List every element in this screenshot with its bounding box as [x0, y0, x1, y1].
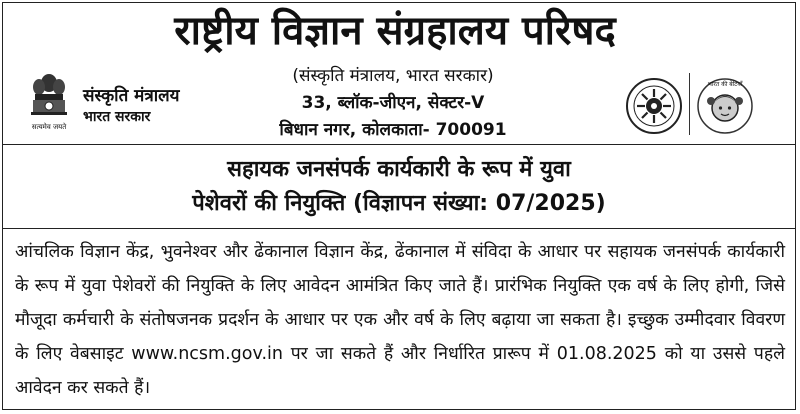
notice-heading-line-1: सहायक जनसंपर्क कार्यकारी के रूप में युवा [227, 157, 571, 182]
address-line-1: 33, ब्लॉक-जीएन, सेक्टर-V [301, 93, 485, 113]
national-emblem-icon [27, 69, 71, 133]
right-logo-text: भारत की बेटियाँ [707, 81, 743, 88]
ministry-block [83, 85, 180, 127]
org-title: राष्ट्रीय विज्ञान संग्रहालय परिषद [174, 8, 616, 54]
address-line-2: बिधान नगर, कोलकाता- 700091 [279, 120, 507, 140]
girl-child-logo-icon [696, 77, 754, 135]
notice-body: आंचलिक विज्ञान केंद्र, भुवनेश्वर और ढेंकानाल विज्ञान केंद्र, ढेंकानाल में संविदा के आधार पर सहायक जनसंपर्क कार्यकारी के रूप में युवा पेशेवरों की नियुक्ति के लिए आवेदन आमंत्रित किए जाते हैं। प्रारंभिक नियुक्ति एक वर्ष के लिए होगी, जिसे मौजूदा कर्मचारी के संतोषजनक प्रदर्शन के आधार पर एक और वर्ष के लिए बढ़ाया जा सकता है। इच्छुक उम्मीदवार विवरण के लिए वेबसाइट www.ncsm.gov.in पर जा सकते हैं और निर्धारित प्रारूप में 01.08.2025 को या उससे पहले आवेदन कर सकते हैं। [15, 242, 785, 398]
ministry-govt: भारत सरकार [83, 109, 151, 125]
logo-divider [689, 73, 690, 135]
notice-heading-line-2: पेशेवरों की नियुक्ति (विज्ञापन संख्या: 07/2025) [192, 191, 606, 216]
ncsm-wheel-logo-icon [625, 77, 683, 135]
emblem-motto: सत्यमेव जयते [31, 123, 67, 131]
notice-heading [3, 145, 795, 229]
advertisement-frame [2, 2, 796, 410]
ministry-name: संस्कृति मंत्रालय [83, 86, 180, 106]
org-subtitle: (संस्कृति मंत्रालय, भारत सरकार) [292, 66, 494, 86]
header [3, 3, 795, 145]
